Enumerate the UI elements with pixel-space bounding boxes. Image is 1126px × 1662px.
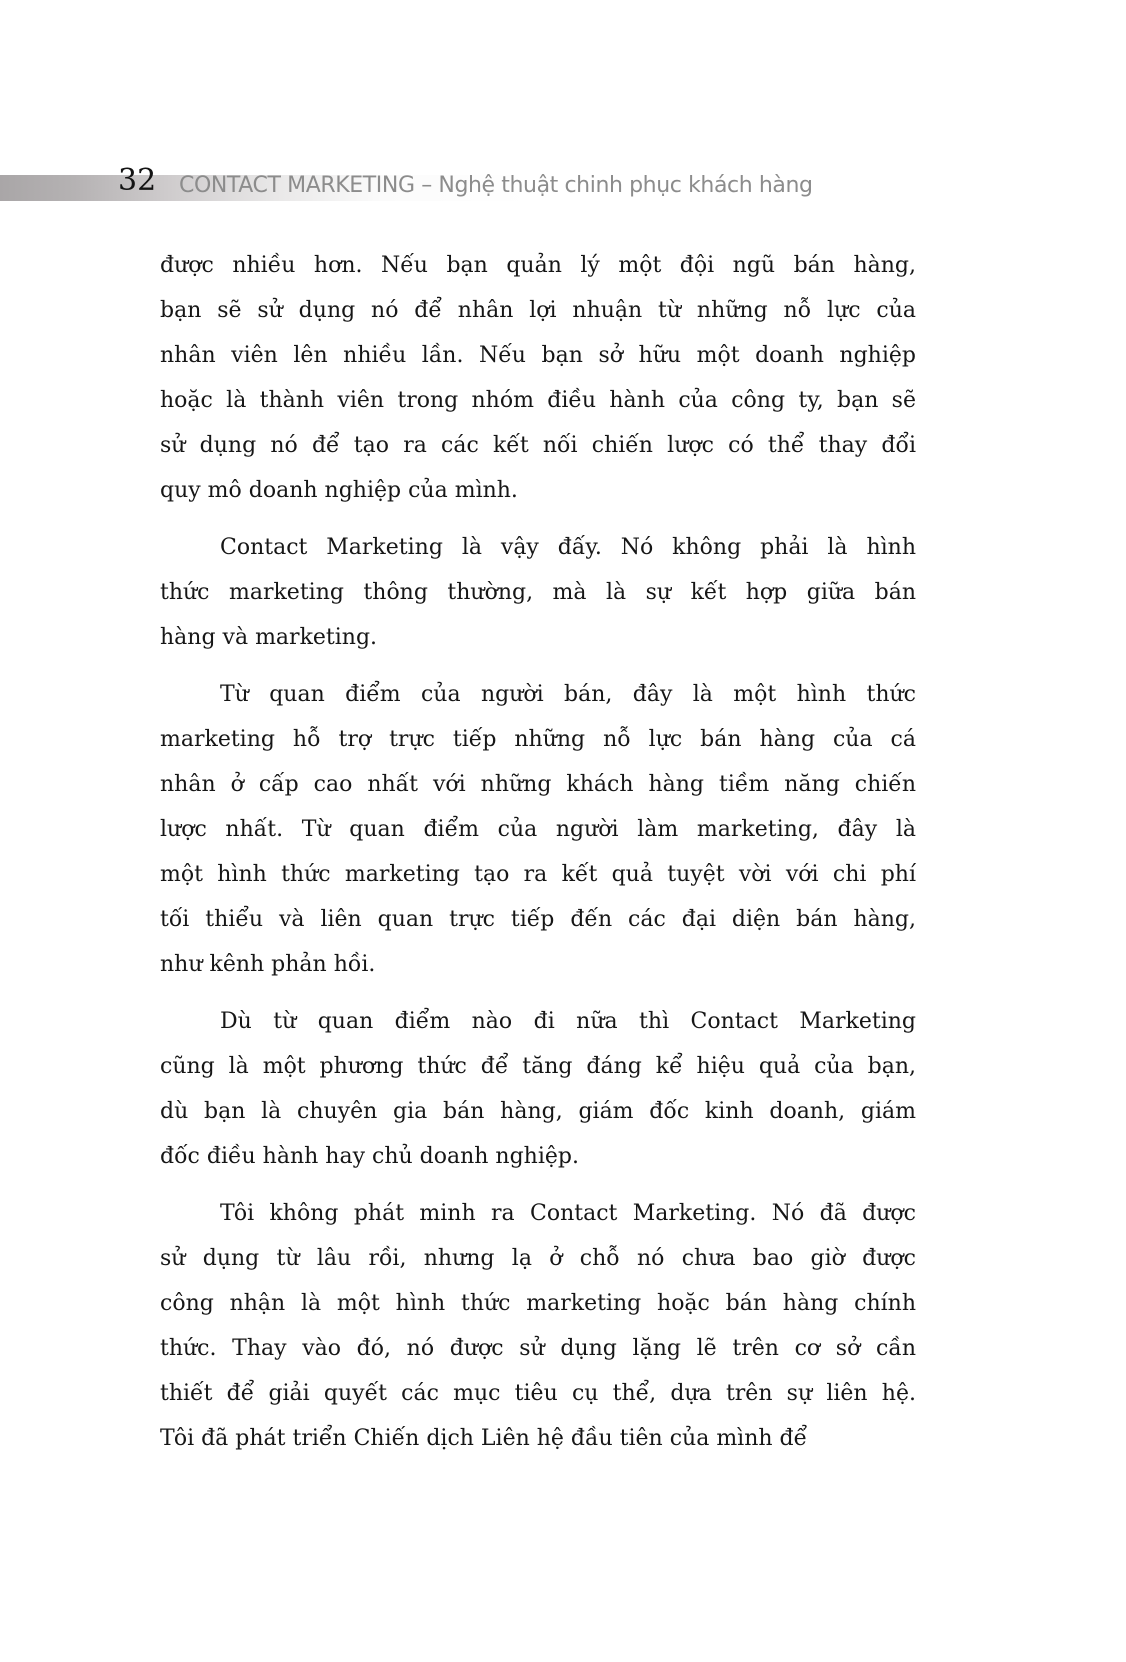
text-line: nhân viên lên nhiều lần. Nếu bạn sở hữu một doanh nghiệp <box>160 343 916 368</box>
text-line: quy mô doanh nghiệp của mình. <box>160 478 518 503</box>
paragraph <box>160 999 916 1179</box>
text-line: thức. Thay vào đó, nó được sử dụng lặng lẽ trên cơ sở cần <box>160 1336 916 1361</box>
text-line: hoặc là thành viên trong nhóm điều hành của công ty, bạn sẽ <box>160 388 916 413</box>
text-line: công nhận là một hình thức marketing hoặc bán hàng chính <box>160 1291 916 1316</box>
text-line: cũng là một phương thức để tăng đáng kể hiệu quả của bạn, <box>160 1054 916 1079</box>
text-line: thức marketing thông thường, mà là sự kết hợp giữa bán <box>160 580 916 605</box>
text-line: Dù từ quan điểm nào đi nữa thì Contact Marketing <box>220 1009 916 1034</box>
paragraph <box>160 1191 916 1461</box>
running-header-title: CONTACT MARKETING – Nghệ thuật chinh phục khách hàng <box>179 173 813 198</box>
text-line: nhân ở cấp cao nhất với những khách hàng tiềm năng chiến <box>160 772 916 797</box>
paragraph <box>160 525 916 660</box>
text-line: Từ quan điểm của người bán, đây là một hình thức <box>220 682 916 707</box>
text-line: lược nhất. Từ quan điểm của người làm marketing, đây là <box>160 817 916 842</box>
page-number: 32 <box>118 163 157 198</box>
text-line: như kênh phản hồi. <box>160 952 376 977</box>
text-line: bạn sẽ sử dụng nó để nhân lợi nhuận từ những nỗ lực của <box>160 298 916 323</box>
text-line: Tôi không phát minh ra Contact Marketing. Nó đã được <box>220 1201 916 1226</box>
text-line: một hình thức marketing tạo ra kết quả tuyệt vời với chi phí <box>160 862 916 887</box>
text-line: thiết để giải quyết các mục tiêu cụ thể, dựa trên sự liên hệ. <box>160 1381 916 1406</box>
text-line: Contact Marketing là vậy đấy. Nó không phải là hình <box>220 535 916 560</box>
text-line: marketing hỗ trợ trực tiếp những nỗ lực bán hàng của cá <box>160 727 916 752</box>
text-column <box>160 243 916 1461</box>
paragraph <box>160 672 916 987</box>
text-line: sử dụng nó để tạo ra các kết nối chiến lược có thể thay đổi <box>160 433 916 458</box>
text-line: được nhiều hơn. Nếu bạn quản lý một đội ngũ bán hàng, <box>160 253 916 278</box>
text-line: sử dụng từ lâu rồi, nhưng lạ ở chỗ nó chưa bao giờ được <box>160 1246 916 1271</box>
text-line: Tôi đã phát triển Chiến dịch Liên hệ đầu tiên của mình để <box>160 1426 808 1451</box>
text-line: hàng và marketing. <box>160 625 378 650</box>
text-line: đốc điều hành hay chủ doanh nghiệp. <box>160 1144 579 1169</box>
paragraph <box>160 243 916 513</box>
text-line: dù bạn là chuyên gia bán hàng, giám đốc kinh doanh, giám <box>160 1099 916 1124</box>
text-line: tối thiểu và liên quan trực tiếp đến các đại diện bán hàng, <box>160 907 916 932</box>
